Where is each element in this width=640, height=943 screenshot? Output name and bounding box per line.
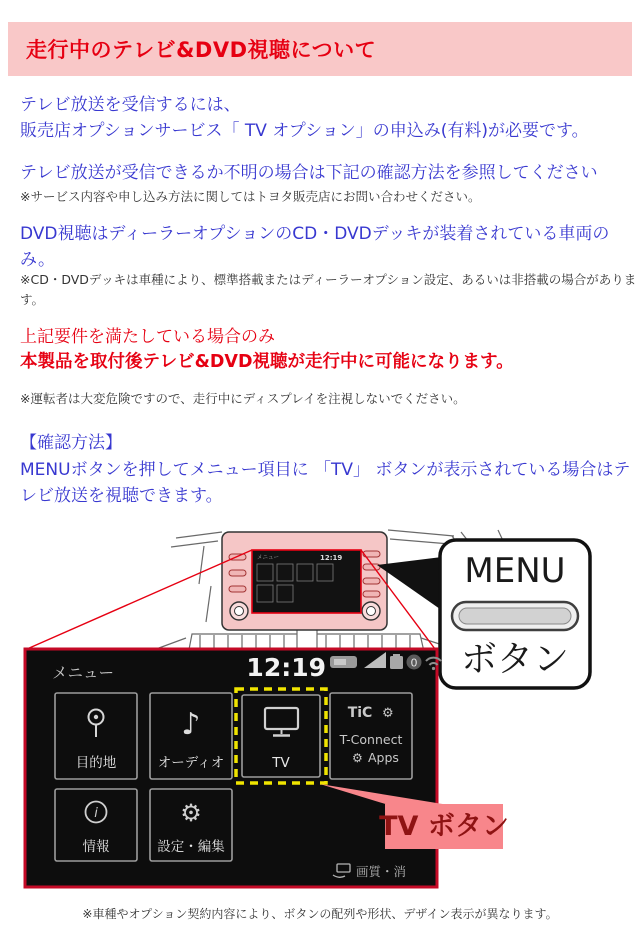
footer-note: ※車種やオプション契約内容により、ボタンの配列や形状、デザイン表示が異なります。 [82, 907, 558, 921]
battery-icon [390, 654, 403, 669]
screen-title: メニュー [52, 664, 115, 682]
danger-note: ※運転者は大変危険ですので、走行中にディスプレイを注視しないでください。 [20, 391, 466, 406]
mini-screen-clock: 12:19 [320, 554, 343, 562]
svg-text:0: 0 [410, 656, 418, 670]
reception-check-line: テレビ放送が受信できるか不明の場合は下記の確認方法を参照してください [20, 163, 598, 183]
illustration [0, 518, 640, 898]
gear-icon: ⚙ [382, 706, 394, 721]
dvd-line-2: み。 [20, 250, 56, 270]
gear-icon: ⚙ [180, 799, 202, 827]
service-note: ※サービス内容や申し込み方法に関してはトヨタ販売店にお問い合わせください。 [20, 189, 481, 204]
tic-logo: TiC [347, 705, 373, 721]
media-icon [330, 656, 357, 668]
check-method-line-2: レビ放送を視聴できます。 [20, 486, 223, 506]
condition-line: 上記要件を満たしている場合のみ [20, 327, 275, 347]
screen-clock: 12:19 [246, 653, 326, 682]
svg-text:TV: TV [272, 755, 290, 771]
svg-text:設定・編集: 設定・編集 [157, 839, 225, 855]
svg-text:Apps: Apps [368, 750, 399, 765]
head-unit [222, 532, 387, 630]
svg-text:オーディオ: オーディオ [157, 755, 225, 771]
dvd-line-1: DVD視聴はディーラーオプションのCD・DVDデッキが装着されている車両の [20, 224, 610, 244]
menu-button-pill-icon [452, 602, 578, 630]
mini-screen-title: メニュー [257, 555, 280, 561]
svg-text:i: i [94, 806, 98, 821]
menu-screen-panel [25, 649, 441, 887]
music-note-icon: ♪ [181, 707, 201, 742]
product-effect-line: 本製品を取付後テレビ&DVD視聴が走行中に可能になります。 [20, 352, 514, 372]
header-banner [8, 22, 632, 76]
check-method-heading: 【確認方法】 [20, 433, 122, 453]
head-unit-mini-screen [252, 550, 361, 613]
page-title: 走行中のテレビ&DVD視聴について [26, 38, 377, 62]
bluetooth-badge-icon [407, 655, 422, 670]
tv-callout-label: TV ボタン [379, 811, 509, 842]
svg-text:画質・消: 画質・消 [356, 864, 407, 879]
check-method-line-1: MENUボタンを押してメニュー項目に 「TV」 ボタンが表示されている場合はテ [20, 460, 631, 480]
svg-text:T-Connect: T-Connect [339, 732, 403, 747]
menu-callout-title: MENU [464, 551, 566, 591]
svg-text:情報: 情報 [82, 839, 110, 855]
deck-note-2: す。 [20, 292, 45, 307]
intro-line-1: テレビ放送を受信するには、 [20, 95, 241, 115]
deck-note-1: ※CD・DVDデッキは車種により、標準搭載またはディーラーオプション設定、あるいは非搭載の場合がありま [20, 272, 637, 287]
intro-line-2: 販売店オプションサービス「 TV オプション」の申込み(有料)が必要です。 [20, 121, 589, 141]
menu-callout-subtitle: ボタン [460, 639, 570, 680]
gear-icon: ⚙ [352, 751, 363, 765]
svg-text:目的地: 目的地 [75, 755, 117, 771]
